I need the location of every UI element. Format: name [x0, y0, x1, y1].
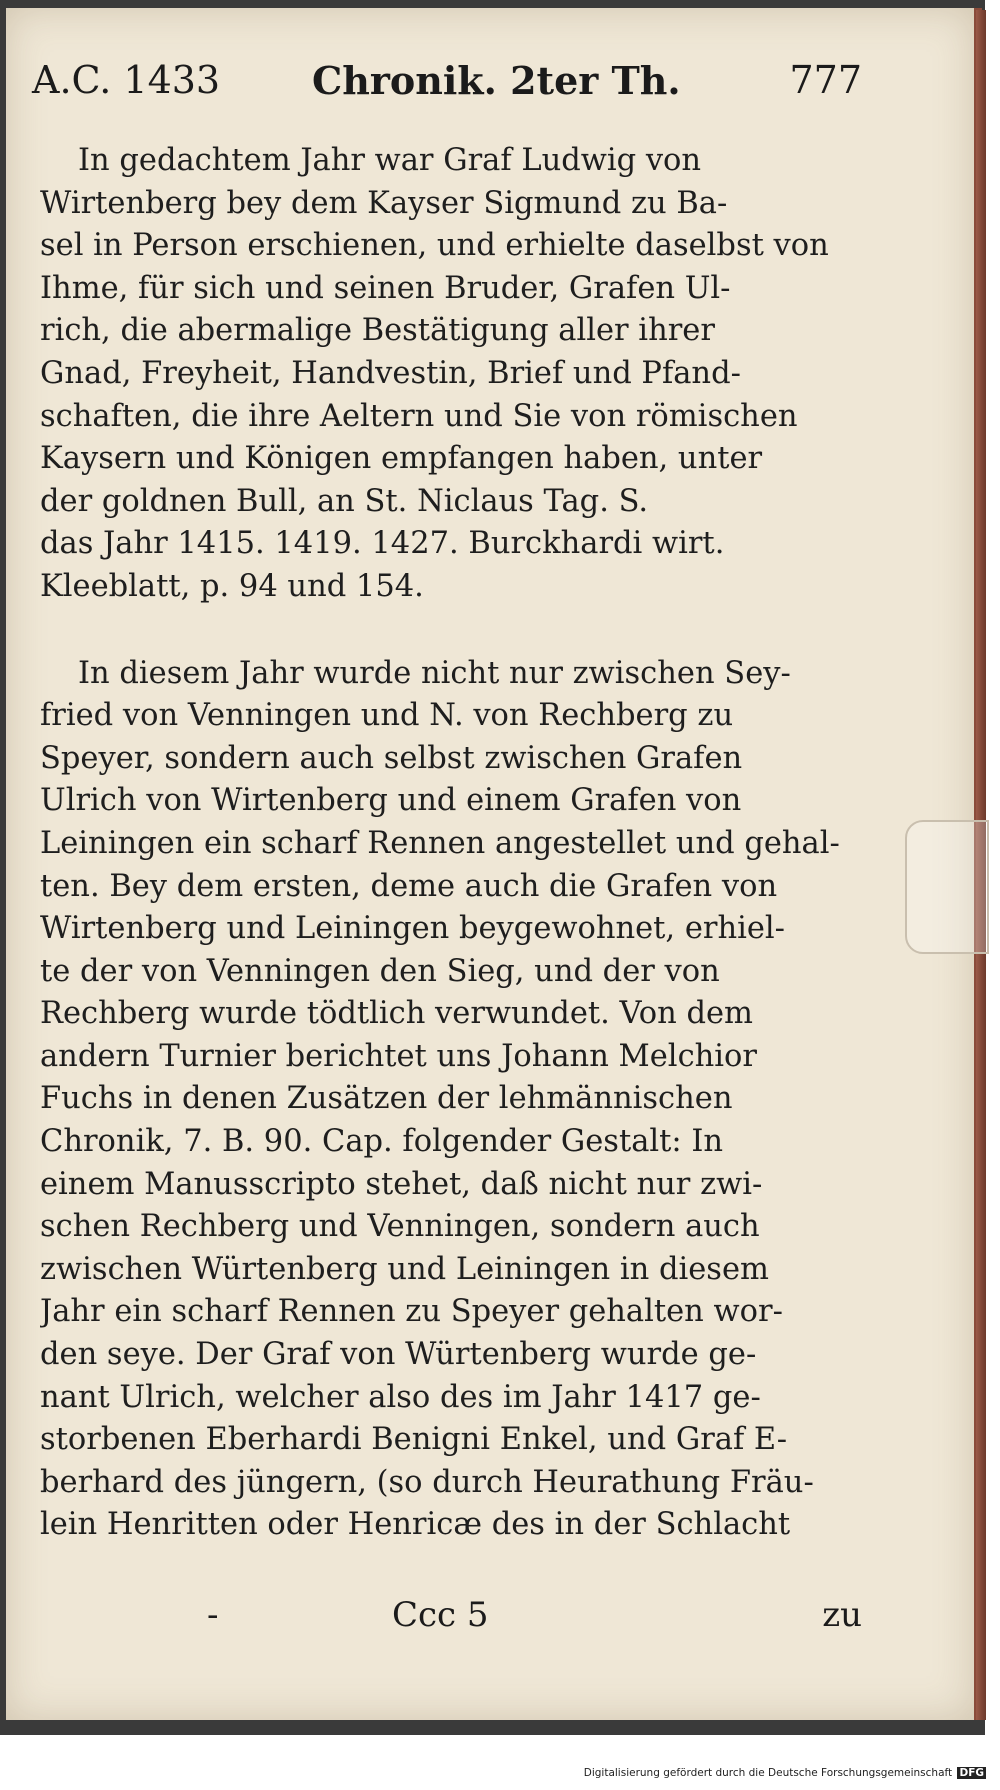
- text-line: Fuchs in denen Zusätzen der lehmännischen: [40, 1081, 733, 1117]
- text-line: Kleeblatt, p. 94 und 154.: [40, 568, 424, 604]
- text-line: das Jahr 1415. 1419. 1427. Burckhardi wirt.: [40, 526, 725, 562]
- text-line: Kaysern und Königen empfangen haben, unter: [40, 441, 763, 477]
- signature-mark: Ccc 5: [392, 1595, 489, 1635]
- text-line: schen Rechberg und Venningen, sondern auch: [40, 1209, 760, 1245]
- text-line: andern Turnier berichtet uns Johann Melchior: [40, 1038, 757, 1074]
- text-line: zwischen Würtenberg und Leiningen in diesem: [40, 1251, 769, 1287]
- text-line: lein Henritten oder Henricæ des in der Schlacht: [40, 1507, 791, 1543]
- text-line: Leiningen ein scharf Rennen angestellet und gehal-: [40, 825, 840, 861]
- text-line: nant Ulrich, welcher also des im Jahr 1417 ge-: [40, 1379, 761, 1415]
- running-header: [32, 58, 862, 108]
- text-line: Chronik, 7. B. 90. Cap. folgender Gestalt: In: [40, 1124, 724, 1160]
- text-line: storbenen Eberhardi Benigni Enkel, und Graf E-: [40, 1422, 788, 1458]
- text-line: Jahr ein scharf Rennen zu Speyer gehalten wor-: [40, 1294, 783, 1330]
- text-line: sel in Person erschienen, und erhielte daselbst von: [40, 228, 829, 264]
- text-line: In gedachtem Jahr war Graf Ludwig von: [78, 143, 702, 178]
- catchword: zu: [822, 1595, 862, 1635]
- text-line: te der von Venningen den Sieg, und der von: [40, 953, 720, 989]
- text-line: der goldnen Bull, an St. Niclaus Tag. S.: [40, 483, 649, 519]
- footer-mark: -: [207, 1595, 219, 1635]
- text-line: Speyer, sondern auch selbst zwischen Grafen: [40, 740, 743, 776]
- text-line: Wirtenberg bey dem Kayser Sigmund zu Ba-: [40, 185, 728, 221]
- text-line: Rechberg wurde tödtlich verwundet. Von dem: [40, 996, 753, 1032]
- text-line: berhard des jüngern, (so durch Heurathung Fräu-: [40, 1464, 814, 1500]
- text-line: Ulrich von Wirtenberg und einem Grafen von: [40, 783, 742, 819]
- text-line: Wirtenberg und Leiningen beygewohnet, erhiel-: [40, 911, 785, 947]
- text-line: einem Manusscripto stehet, daß nicht nur zwi-: [40, 1166, 763, 1202]
- page-number: 777: [789, 58, 862, 102]
- header-title: Chronik. 2ter Th.: [312, 58, 681, 103]
- dfg-logo: DFG: [959, 1767, 984, 1779]
- text-line: ten. Bey dem ersten, deme auch die Grafen von: [40, 868, 778, 904]
- text-line: In diesem Jahr wurde nicht nur zwischen Sey-: [78, 655, 791, 691]
- text-line: den seye. Der Graf von Würtenberg wurde ge-: [40, 1337, 757, 1373]
- funding-credit: [584, 1767, 986, 1779]
- page-clip: [905, 820, 989, 954]
- text-line: Ihme, für sich und seinen Bruder, Grafen Ul-: [40, 270, 731, 306]
- text-line: schaften, die ihre Aeltern und Sie von römischen: [40, 398, 798, 434]
- page-body: [40, 140, 862, 1547]
- text-line: fried von Venningen und N. von Rechberg zu: [40, 698, 734, 734]
- paragraph-2: [40, 653, 862, 1547]
- text-line: rich, die abermalige Bestätigung aller ihrer: [40, 313, 715, 349]
- text-line: Gnad, Freyheit, Handvestin, Brief und Pfand-: [40, 355, 741, 391]
- credit-text: Digitalisierung gefördert durch die Deutsche Forschungsgemeinschaft: [583, 1767, 953, 1779]
- page-footer: [32, 1595, 862, 1635]
- paragraph-1: [40, 140, 862, 609]
- header-year: A.C. 1433: [32, 58, 221, 102]
